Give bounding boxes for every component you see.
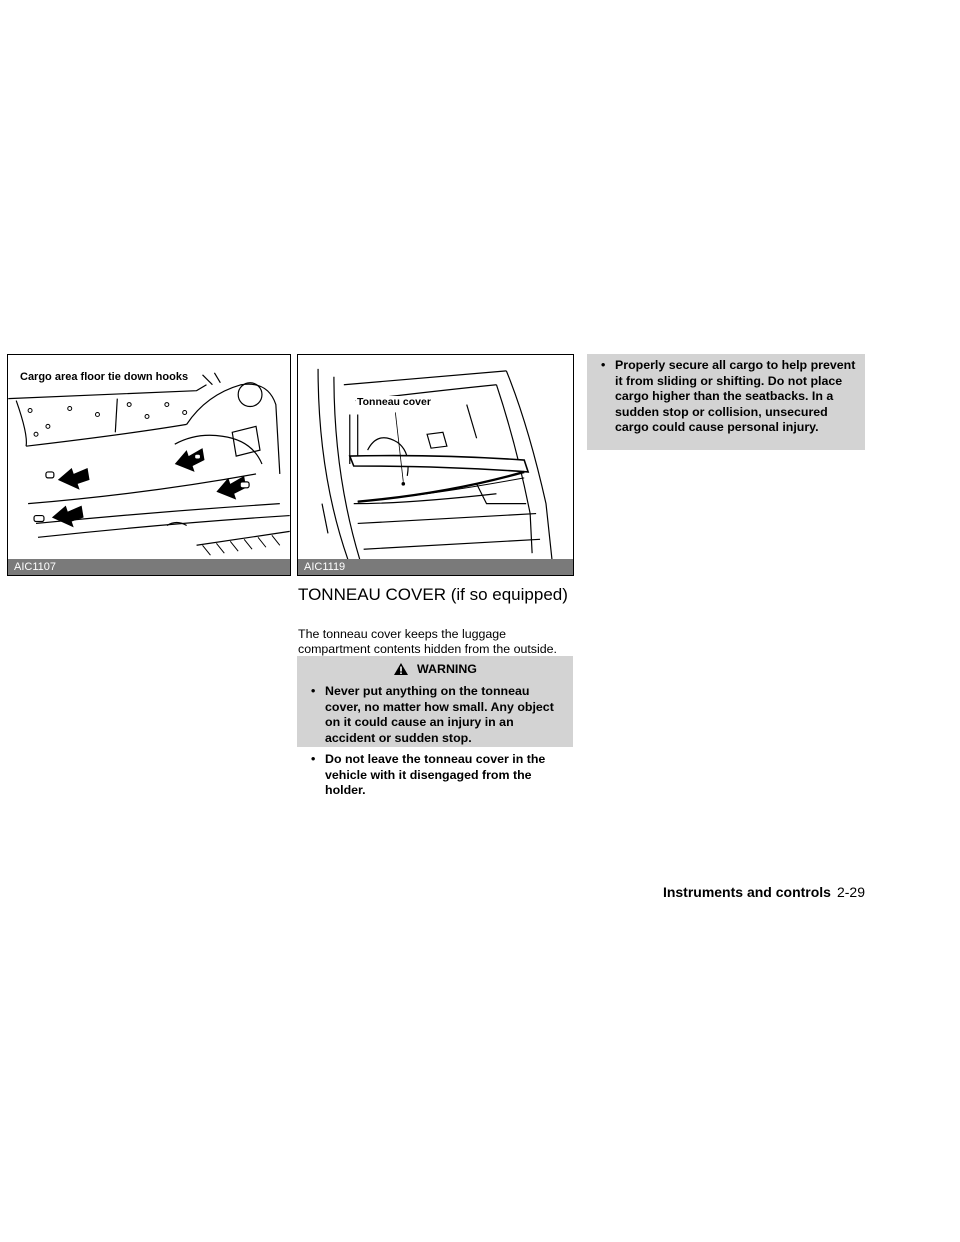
arrow-icons	[52, 448, 246, 527]
footer-section: Instruments and controls	[662, 884, 831, 900]
warning-box	[297, 656, 573, 797]
figure-tonneau-cover	[297, 354, 574, 576]
warning-list	[301, 684, 569, 799]
section-heading: TONNEAU COVER (if so equipped)	[298, 585, 568, 604]
bullet-mark: •	[311, 752, 316, 766]
tonneau-cover-illustration	[298, 355, 573, 575]
warning-box-continued	[587, 354, 865, 450]
figure-callout: Tonneau cover	[357, 396, 431, 408]
warning-item-text: Never put anything on the tonneau cover, no matter how small. Any object on it could cause an injury in an accident or sudden stop.	[325, 684, 554, 745]
figure-title: Cargo area floor tie down hooks	[20, 371, 189, 383]
warning-header	[301, 660, 569, 678]
warning-item-text: Properly secure all cargo to help prevent it from sliding or shifting. Do not place cargo higher than the seatbacks. In a sudden stop or collision, unsecured cargo could cause personal injury.	[615, 358, 856, 434]
figure-code: AIC1119	[298, 559, 573, 575]
page-number: 2-29	[836, 884, 865, 900]
warning-label: WARNING	[417, 662, 477, 676]
page-footer	[663, 884, 865, 900]
list-item	[591, 358, 861, 436]
figure-cargo-hooks	[7, 354, 291, 576]
list-item	[301, 684, 569, 746]
section-intro: The tonneau cover keeps the luggage compartment contents hidden from the outside.	[298, 627, 557, 656]
warning-item-text: Do not leave the tonneau cover in the vehicle with it disengaged from the holder.	[325, 752, 546, 797]
cargo-floor-illustration	[8, 355, 290, 575]
warning-triangle-icon	[393, 662, 409, 676]
bullet-mark: •	[601, 358, 606, 372]
warning-list	[591, 358, 861, 436]
tonneau-cover-shape	[350, 456, 528, 472]
figure-code: AIC1107	[8, 559, 290, 575]
bullet-mark: •	[311, 684, 316, 698]
list-item	[301, 752, 569, 799]
